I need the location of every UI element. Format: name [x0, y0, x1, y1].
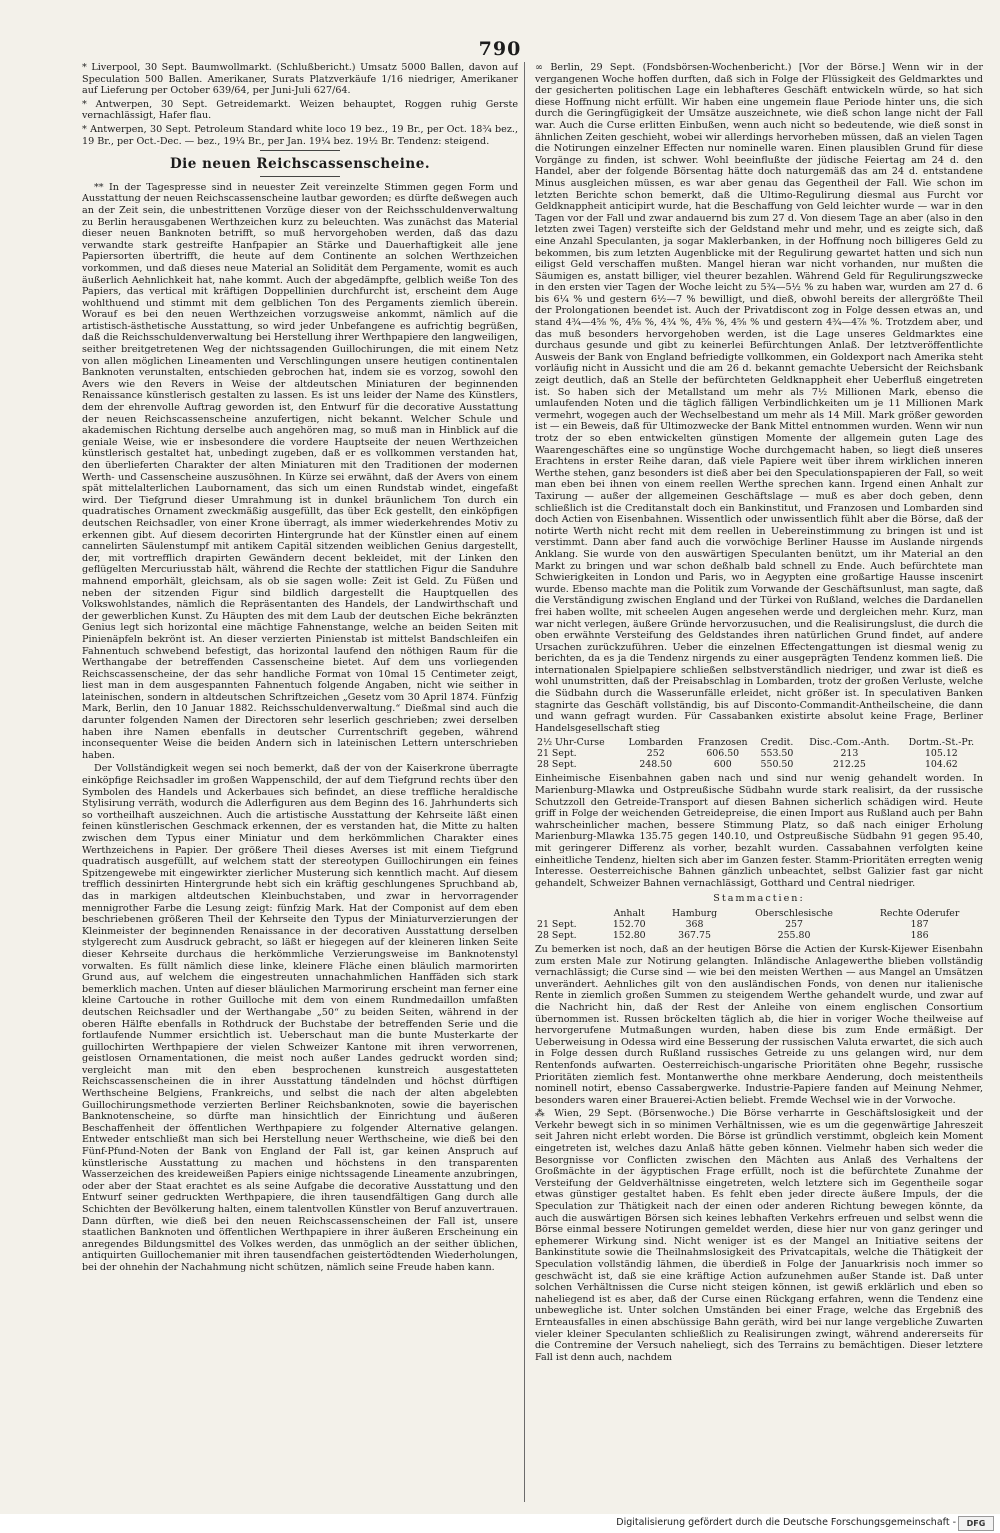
dfg-logo: DFG	[958, 1516, 994, 1531]
table-header: Disc.-Com.-Anth.	[809, 737, 890, 749]
berlin-report-paragraph: Einheimische Eisenbahnen gaben nach und sind nur wenig gehandelt worden. In Marienburg-Mlawka und Ostpreußische Südbahn wurde stark realisirt, da der russische Schutzzoll den Getreide-Transport auf diesen Bahnen sicherlich schädigen wird. Heute griff in Folge der weichenden Getreidepreise, die einen Import aus Rußland auch per Bahn wahrscheinlicher machen, bessere Stimmung Platz, so daß nach einiger Erholung Marienburg-Mlawka 135.75 gegen 140.10, und Ostpreußische Südbahn 91 gegen 95.40, mit geringerer Differenz als vorher, bezahlt wurden. Cassabahnen verfolgten keine einheitliche Tendenz, hielten sich aber im Ganzen fester. Stamm-Prioritäten erregten wenig Interesse. Oesterreichische Bahnen gänzlich unbeachtet, selbst Galizier fast gar nicht gehandelt, Schweizer Bahnen vernachlässigt, Gotthard und Central niedriger.	[535, 773, 983, 889]
table-row	[535, 930, 983, 941]
berlin-report-paragraph: Zu bemerken ist noch, daß an der heutigen Börse die Actien der Kursk-Kijewer Eisenbahn zum ersten Male zur Notirung gelangten. Inländische Anlagewerthe blieben vollständig vernachlässigt; die Curse sind — wie bei den meisten Werthen — aus Mangel an Umsätzen unverändert. Aehnliches gilt von den ausländischen Fonds, von denen nur italienische Rente in ziemlich großen Summen zu steigendem Werthe gehandelt wurde, und zwar auf die Nachricht hin, daß der Rest der Anleihe von einem englischen Consortium übernommen ist. Russen bröckelten täglich ab, die hier in voriger Woche theilweise auf hervorgerufene Mutmaßungen wurden, haben diese bis zum Ende ermäßigt. Der Ueberweisung in Odessa wird eine Besserung der russischen Valuta erwartet, die sich auch in Folge dessen durch Rußland russisches Getreide zu uns gelangen wird, nur dem Rentenfonds aufwarten. Oesterreichisch-ungarische Prioritäten ohne Begehr, russische Prioritäten ziemlich fest. Montanwerthe ohne merkbare Aenderung, doch meistentheils nominell notirt, ebenso Cassabergwerke. Industrie-Papiere fanden auf Meinung Nehmer, besonders waren einer Brauerei-Actien beliebt. Fremde Wechsel wie in der Vorwoche.	[535, 943, 983, 1106]
table-header: 2½ Uhr-Curse	[537, 737, 605, 749]
table-header: Anhalt	[613, 907, 645, 919]
article-paragraph: ** In der Tagespresse sind in neuester Zeit vereinzelte Stimmen gegen Form und Ausstattung der neuen Reichscassenscheine lautbar geworden; es dürfte deßwegen auch an der Zeit sein, die unbestrittenen Vorzüge dieser von der Reichsschuldenverwaltung zu Berlin herausgabenen Werthzeichen kurz zu beleuchten. Was zunächst das Material dieser neuen Banknoten betrifft, so muß hervorgehoben werden, daß das dazu verwandte stark gestreifte Hanfpapier an Stärke und Dauerhaftigkeit alle jene Papiersorten übertrifft, die heute auf dem Continente an solchen Werthzeichen vorkommen, und daß dieses neue Material an Solidität dem Pergamente, womit es auch äußerlich Aehnlichkeit hat, nahe kommt. Auch der abgedämpfte, gelblich weiße Ton des Papiers, das vertical mit kräftigen Doppellinien durchfurcht ist, erscheint dem Auge wohlthuend und stimmt mit dem gelblichen Ton des Pergaments ziemlich überein. Worauf es bei den neuen Werthzeichen vorzugsweise ankommt, nämlich auf die artistisch-ästhetische Ausstattung, so wird jeder Unbefangene es aufrichtig begrüßen, daß die Reichsschuldenverwaltung bei Herstellung ihrer Werthpapiere den langweiligen, seither breitgetretenen Weg der nichtssagenden Guillochirungen, die mit einem Netz von allen möglichen Lineamenten und Verschlingungen unsere heutigen continentalen Banknoten verunstalten, entschieden gebrochen hat, indem sie es vorzog, sowohl den Avers wie den Revers in Weise der altdeutschen Miniaturen der beginnenden Renaissance künstlerisch gestalten zu lassen. Es ist uns leider der Name des Künstlers, dem der ehrenvolle Auftrag geworden ist, den Entwurf für die decorative Ausstattung der neuen Reichscassenscheine anzufertigen, nicht bekannt. Welcher Schule und akademischen Richtung derselbe auch angehören mag, so muß man in Hinblick auf die geniale Weise, wie er insbesondere die vordere Hauptseite der neuen Werthzeichen künstlerisch gestaltet hat, unbedingt zugeben, daß er es vollkommen verstanden hat, den überlieferten Charakter der alten Miniaturen mit den Traditionen der modernen Werth- und Cassenscheine auszusöhnen. In Kürze sei erwähnt, daß der Avers von einem spät mittelalterlichen Laubornament, das sich um einen Rundstab windet, eingefaßt wird. Der Tiefgrund dieser Umrahmung ist in dunkel bräunlichem Ton durch ein quadratisches Ornament zweckmäßig ausgefüllt, das über Eck gestellt, den einköpfigen deutschen Reichsadler, von einer Krone überragt, als immer wiederkehrendes Motiv zu erkennen gibt. Auf diesem decorirten Hintergrunde hat der Künstler einen auf einem cannelirten Säulenstumpf mit antikem Capitäl sitzenden weiblichen Genius dargestellt, der, mit vortrefflich drapirten Gewändern decent bekleidet, mit der Linken den geflügelten Mercuriusstab hält, während die Rechte der stattlichen Figur die Sanduhre mahnend emporhält, gleichsam, als ob sie sagen wolle: Zeit ist Geld. Zu Füßen und neben der sitzenden Figur sind bildlich dargestellt die Hauptquellen des Volkswohlstandes, nämlich die Repräsentanten des Handels, der Landwirthschaft und der gewerblichen Kunst. Zu Häupten des mit dem Laub der deutschen Eiche bekränzten Genius legt sich horizontal eine mächtige Fahnenstange, welche an beiden Seiten mit Pinienäpfeln bekrönt ist. An dieser verzierten Pinienstab ist mittelst Bandschleifen ein Fahnentuch schwebend befestigt, das horizontal laufend den nöthigen Raum für die Werthangabe der betreffenden Cassenscheine bietet. Auf dem uns vorliegenden Reichscassenscheine, der das sehr handliche Format von 10mal 15 Centimeter zeigt, liest man in dem ausgespannten Fahnentuch folgende Angaben, nicht wie seither in lateinischen, sondern in altdeutschen Schriftzeichen „Gesetz vom 30 April 1874. Fünfzig Mark, Berlin, den 10 Januar 1882. Reichsschuldenverwaltung.“ Dießmal sind auch die darunter folgenden Namen der Directoren sehr leserlich geschrieben; zwei derselben haben ihre Namen ebenfalls in deutscher Currentschrift gegeben, während inconsequenter Weise die beiden Andern sich in lateinischen Lettern unterschrieben haben.	[82, 181, 518, 761]
table-cell: 255.80	[777, 929, 811, 941]
table-cell: 212.25	[832, 759, 866, 771]
column-divider	[524, 62, 525, 1502]
table-row	[535, 919, 983, 930]
table-header: Credit.	[760, 737, 794, 749]
article-paragraph: Der Vollständigkeit wegen sei noch bemerkt, daß der von der Kaiserkrone überragte einköpfige Reichsadler im großen Wappenschild, der auf dem Tiefgrund rechts über den Symbolen des Handels und Ackerbaues sich befindet, an diese treffliche heraldische Stylisirung verräth, wodurch die Adlerfiguren aus dem Beginn des 16. Jahrhunderts sich so vortheilhaft auszeichnen. Auch die artistische Ausstattung der Kehrseite läßt einen feinen künstlerischen Geschmack erkennen, der es verstanden hat, die Mitte zu halten zwischen dem Typus einer Miniatur und dem herkömmlichen Charakter eines Werthzeichens in Papier. Der größere Theil dieses Averses ist mit einem Tiefgrund quadratisch ausgefüllt, auf welchem statt der stereotypen Guillochirungen ein feines Spitzengewebe mit eingewirkter zierlicher Musterung sich kenntlich macht. Auf diesem trefflich dessinirten Hintergrunde hebt sich ein kräftig geschlungenes Spruchband ab, das in markigen altdeutschen Kleinbuchstaben, und zwar in hervorragender mennigrother Farbe die Lesung zeigt: fünfzig Mark. Hat der Componist auf dem eben beschriebenen größeren Theil der Kehrseite den Typus der Miniaturverzierungen der Kleinmeister der beginnenden Renaissance in der decorativen Ausstattung derselben stylgerecht zum Ausdruck gebracht, so läßt er hiegegen auf der kleineren linken Seite dieser Kehrseite durchaus die herkömmliche Verzierungsweise im Banknotenstyl vorwalten. Es füllt nämlich diese linke, kleinere Fläche einen bläulich marmorirten Grund aus, auf welchem die eingestreuten unnachahmlichen Hanffäden sich stark bemerklich machen. Unten auf dieser bläulichen Marmorirung erscheint man ferner eine kleine Cartouche in rother Guilloche mit dem von einem Rundmedaillon umfaßten deutschen Reichsadler und der Werthangabe „50“ zu beiden Seiten, während in der oberen Hälfte ebenfalls in Rothdruck der Buchstabe der betreffenden Serie und die fortlaufende Nummer ersichtlich ist. Ueberschaut man die bunte Musterkarte der guillochirten Werthpapiere der vielen Schweizer Kantone mit ihren verworrenen, geistlosen Ornamentationen, die meist noch außer Landes gedruckt worden sind; vergleicht man mit den eben besprochenen kunstreich ausgestatteten Reichscassenscheinen die in ihrer Ausstattung tändelnden und höchst dürftigen Werthscheine Belgiens, Frankreichs, und selbst die nach der alten abgelebten Guillochirungsmethode verzierten Berliner Reichsbanknoten, sowie die bayerischen Banknotenscheine, so dürfte man hinsichtlich der Einrichtung und äußeren Beschaffenheit der öffentlichen Werthpapiere zu folgender Alternative gelangen. Entweder entschließt man sich bei Herstellung neuer Werthscheine, wie dieß bei den Fünf-Pfund-Noten der Bank von England der Fall ist, gar keinen Anspruch auf künstlerische Ausstattung zu machen und höchstens in den transparenten Wasserzeichen des kreideweißen Papiers einige nichtssagende Lineamente anzubringen, oder aber der Staat erachtet es als seine Aufgabe die decorative Ausstattung und den Entwurf seiner gedruckten Werthpapiere, die ihren tausendfältigen Gang durch alle Schichten der Bevölkerung halten, einem talentvollen Künstler von Beruf anzuvertrauen. Dann dürften, wie dieß bei den neuen Reichscassenscheinen der Fall ist, unsere staatlichen Banknoten und öffentlichen Werthpapiere in ihrer äußeren Erscheinung ein anregendes Bildungsmittel des Volkes werden, das unmöglich an der seither üblichen, antiquirten Guillochemanier mit ihren tausendfachen geistertödtenden Wiederholungen, bei der ohnehin der Nachahmung nicht schützen, nämlich seine Freude haben kann.	[82, 763, 518, 1273]
table-cell: 152.70	[612, 918, 646, 930]
table-cell: 187	[910, 918, 929, 930]
table-cell: 21 Sept.	[537, 748, 577, 760]
market-report-antwerp-grain: * Antwerpen, 30 Sept. Getreidemarkt. Weizen behauptet, Roggen ruhig Gerste vernachlässigt, Hafer flau.	[82, 98, 518, 122]
stammactien-table	[535, 908, 983, 941]
table-header: Hamburg	[671, 907, 718, 919]
table-cell: 553.50	[760, 748, 794, 760]
table-header: Oberschlesische	[755, 907, 833, 919]
table-cell: 104.62	[924, 759, 958, 771]
left-column	[82, 62, 518, 1502]
table-cell: 367.75	[678, 929, 711, 941]
table-cell: 105.12	[924, 748, 958, 760]
table-header	[535, 908, 601, 919]
table-header-row	[535, 737, 983, 748]
footer-credit: Digitalisierung gefördert durch die Deutsche Forschungsgemeinschaft -	[616, 1517, 956, 1528]
table-cell: 257	[785, 918, 803, 930]
wien-report-paragraph: ⁂ Wien, 29 Sept. (Börsenwoche.) Die Börse verharrte in Geschäftslosigkeit und der Verkehr bewegt sich in so minimen Verhältnissen, wie es um die gegenwärtige Jahreszeit seit Jahren nicht erlebt worden. Die Börse ist gründlich verstimmt, obgleich kein Moment eingetreten ist, welches dazu Anlaß hätte geben können. Vielmehr haben sich weder die Besorgnisse vor Conflicten zwischen den Mächten aus Anlaß des Verhaltens der Großmächte in der ägyptischen Frage erfüllt, noch ist die befürchtete Zunahme der Versteifung der Geldverhältnisse eingetreten, welch letztere sich im Gegentheile sogar etwas günstiger gestaltet haben. Es fehlt eben jeder directe äußere Impuls, der die Speculation zur Thätigkeit nach der einen oder anderen Richtung bewegen könnte, da auch die auswärtigen Börsen sich keines lebhaften Verkehrs erfreuen und selbst wenn die Börse einmal bessere Notirungen gemeldet werden, diese hier nur von ganz geringer und ephemerer Wirkung sind. Nicht weniger ist es der Mangel an Initiative seitens der Bankinstitute sowie die Theilnahmslosigkeit des Privatcapitals, welche die Thätigkeit der Speculation vollständig lähmen, die überdieß in Folge der Januarkrisis noch immer so geschwächt ist, daß sie eine kräftige Action aufzunehmen außer Stande ist. Daß unter solchen Verhältnissen die Curse nicht steigen können, ist gewiß erklärlich und eben so naheliegend ist es aber, daß der Curse einen Rückgang erfahren, wenn die Tendenz eine unbewegliche ist. Unter solchen Umständen bei einer Frage, welche das Ergebniß des Ernteausfalles in einen abschüssige Bahn geräth, wird bei nur lange vergebliche Zuwarten vieler kleiner Speculanten schließlich zu Realisirungen zwingt, während andererseits für die Contremine der Versuch naheliegt, sich des Terrains zu bemächtigen. Dieser letztere Fall ist denn auch, nachdem	[535, 1108, 983, 1363]
table-cell: 600	[713, 759, 732, 771]
berlin-course-table	[535, 737, 983, 770]
berlin-report-paragraph: ∞ Berlin, 29 Sept. (Fondsbörsen-Wochenbericht.) [Vor der Börse.] Wenn wir in der vergangenen Woche hoffen durften, daß sich in Folge der Flüssigkeit des Geldmarktes und der gesicherten politischen Lage ein lebhafteres Geschäft entwickeln würde, so hat sich diese Hoffnung nicht erfüllt. Wir haben eine ungemein flaue Periode hinter uns, die sich durch die Geringfügigkeit der Umsätze auszeichnete, wie dieß schon lange nicht der Fall war. Auch die Curse erlitten Einbußen, wenn auch nicht so bedeutende, wie dieß sonst in ähnlichen Zeiten geschieht, wobei wir allerdings hervorheben müssen, daß an vielen Tagen die Notirungen einzelner Effecten nur nominelle waren. Einen plausiblen Grund für diese Vorgänge zu finden, ist schwer. Wohl beeinflußte der jüdische Feiertag am 24 d. den Handel, aber der folgende Börsentag hätte doch naturgemäß das am 24 d. entstandene Minus ausgleichen müssen, es war aber genau das Gegentheil der Fall. Wie schon im letzten Berichte schon bemerkt, daß die Ultimo-Regulirung diesmal aus Furcht vor Geldknappheit anticipirt wurde, hat die Beschaffung von Geld leichter wurde — war in den Tagen vor der Fall und zwar andauernd bis zum 27 d. Von diesem Tage an aber (also in den letzten zwei Tagen) versteifte sich der Geldstand mehr und mehr, und es zeigte sich, daß eine Anzahl Speculanten, ja sogar Maklerbanken, in der Hoffnung noch billigeres Geld zu bekommen, bis zum letzten Augenblicke mit der Regulirung gewartet hatten und sich nun eiligst Geld verschaffen mußten. Mangel hieran war nicht vorhanden, nur mußten die Säumigen es, anstatt billiger, viel theurer bezahlen. Während Geld für Regulirungszwecke in den ersten vier Tagen der Woche leicht zu 5¾—5½ % zu haben war, wurden am 27 d. 6 bis 6¼ % und gestern 6½—7 % bewilligt, und dieß, obwohl bereits der allergrößte Theil der Prolongationen beendet ist. Auch der Privatdiscont zog in Folge dessen etwas an, und stand 4¾—4⅝ %, 4⅝ %, 4¾ %, 4⅝ %, 4⅝ % und gestern 4¾—4⅞ %. Trotzdem aber, und das muß besonders hervorgehoben werden, ist die Lage unseres Geldmarktes eine durchaus gesunde und gibt zu keinerlei Befürchtungen Anlaß. Der letztveröffentlichte Ausweis der Bank von England befriedigte vollkommen, ein Goldexport nach Amerika steht vorläufig nicht in Aussicht und die am 26 d. bekannt gemachte Uebersicht der Reichsbank zeigt deutlich, daß an Stelle der befürchteten Geldknappheit eher Ueberfluß eingetreten ist. So haben sich der Metallstand um mehr als 7½ Millionen Mark, ebenso die umlaufenden Noten und die täglich fälligen Verbindlichkeiten um je 11 Millionen Mark vermehrt, wogegen auch der Wechselbestand um mehr als 14 Mill. Mark größer geworden ist — ein Beweis, daß für Ultimozwecke der Bank Mittel entnommen wurden. Wenn wir nun trotz der so eben entwickelten günstigen Momente der allgemein guten Lage des Waarengeschäftes eine so ungünstige Woche durchgemacht haben, so liegt dieß unseres Erachtens in erster Reihe daran, daß viele Papiere weit über ihrem wirklichen inneren Werthe stehen, ganz besonders ist dieß aber bei den Speculationspapieren der Fall, so weit man eben bei ihnen von einem reellen Werthe sprechen kann. Irgend einen Anhalt zur Taxirung — außer der allgemeinen Geschäftslage — muß es aber doch geben, denn schließlich ist die Creditanstalt doch ein Bankinstitut, und Franzosen und Lombarden sind doch Actien von Eisenbahnen. Wissentlich oder unwissentlich fühlt aber die Börse, daß der notirte Werth nicht recht mit dem reellen in Uebereinstimmung zu bringen ist und ist verstimmt. Dann aber fand auch die vorwöchige Berliner Hausse im Auslande nirgends Anklang. Sie wurde von den auswärtigen Speculanten benützt, um ihr Material an den Markt zu bringen und war schon deßhalb bald schnell zu Ende. Auch befürchtete man Schwierigkeiten in London und Paris, wo in Aegypten eine großartige Hausse inscenirt wurde. Ebenso machte man die Politik zum Vorwande der Geschäftsunlust, man sagte, daß die Verständigung zwischen England und der Türkei von Rußland, welches die Dardanellen frei haben wollte, mit scheelen Augen angesehen werde und dergleichen mehr. Kurz, man war nicht verlegen, äußere Gründe hervorzusuchen, und die Realisirungslust, die durch die oben erwähnte Versteifung des Geldstandes ihren natürlichen Grund findet, auf andere Ursachen zurückzuführen. Ueber die einzelnen Effectengattungen ist diesmal wenig zu berichten, da es ja die Tendenz nirgends zu einer ausgeprägten Tendenz kommen ließ. Die internationalen Spielpapiere schließen selbstverständlich niedriger, und zwar ist dieß es wohl unumstritten, daß der Preisabschlag in Lombarden, trotz der großen Verluste, welche die Südbahn durch die Wasserunfälle erleidet, nicht größer ist. In speculativen Banken stagnirte das Geschäft vollständig, bis auf Disconto-Commandit-Antheilscheine, die dann und wann gefragt wurden. Für Cassabanken existirte absolut keine Frage, Berliner Handelsgesellschaft stieg	[535, 62, 983, 734]
table-cell: 606.50	[706, 748, 740, 760]
table-row	[535, 759, 983, 770]
table-cell: 550.50	[760, 759, 794, 771]
market-report-liverpool: * Liverpool, 30 Sept. Baumwollmarkt. (Schlußbericht.) Umsatz 5000 Ballen, davon auf Speculation 500 Ballen. Amerikaner, Surats Platzverkäufe 1/16 niedriger, Amerikaner auf Lieferung per October 639/64, per Juni-Juli 627/64.	[82, 62, 518, 97]
table-cell: 252	[646, 748, 665, 760]
table-cell: 28 Sept.	[537, 929, 577, 941]
table-header: Franzosen	[697, 737, 748, 749]
table-cell: 186	[910, 929, 929, 941]
table-header: Lombarden	[628, 737, 683, 749]
table-cell: 28 Sept.	[537, 759, 577, 771]
table-cell: 21 Sept.	[537, 918, 577, 930]
section-rule	[260, 150, 340, 151]
table-header-row	[535, 908, 983, 919]
table-header: Rechte Oderufer	[879, 907, 960, 919]
title-rule	[260, 176, 340, 177]
table-cell: 248.50	[639, 759, 673, 771]
table-cell: 152.80	[612, 929, 646, 941]
table-row	[535, 748, 983, 759]
stammactien-label: Stammactien:	[713, 893, 805, 905]
footer-bar	[0, 1514, 1000, 1533]
table-cell: 213	[840, 748, 859, 760]
market-report-antwerp-petroleum: * Antwerpen, 30 Sept. Petroleum Standard white loco 19 bez., 19 Br., per Oct. 18¾ bez., 19 Br., per Oct.-Dec. — bez., 19¼ Br., per Jan. 19¼ bez. 19½ Br. Tendenz: steigend.	[82, 123, 518, 147]
right-column	[535, 62, 983, 1502]
table-cell: 368	[685, 918, 704, 930]
table-header: Dortm.-St.-Pr.	[908, 737, 975, 749]
article-title: Die neuen Reichscassenscheine.	[169, 156, 431, 173]
page-number: 790	[478, 38, 522, 60]
